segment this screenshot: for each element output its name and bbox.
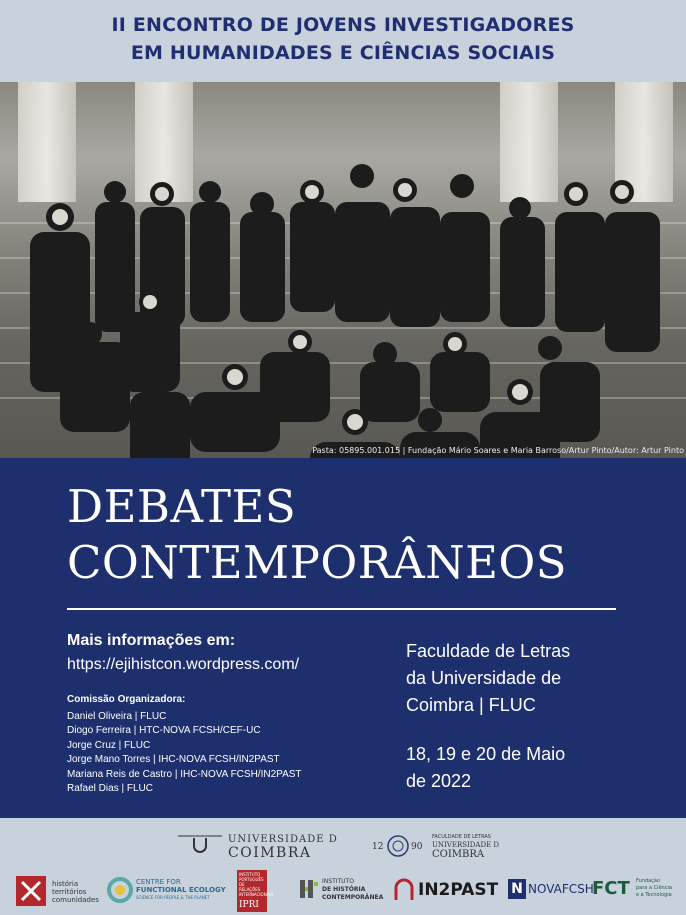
group-photo	[0, 82, 686, 458]
committee-member: Jorge Mano Torres | IHC-NOVA FCSH/IN2PAST	[67, 754, 280, 766]
fl-line3: COIMBRA	[432, 849, 485, 860]
fl-years-right: 90	[411, 842, 423, 852]
fct-sub-line: e a Tecnologia	[636, 892, 672, 898]
uc-emblem-icon	[178, 832, 222, 858]
ihc-logo-icon	[298, 878, 320, 900]
ipri-line: RELAÇÕES	[239, 887, 261, 892]
committee-member: Mariana Reis de Castro | IHC-NOVA FCSH/IN2PAST	[67, 768, 302, 780]
htc-text	[52, 880, 99, 904]
fl-line2: UNIVERSIDADE D	[432, 841, 500, 849]
venue-line: da Universidade de	[406, 668, 562, 688]
fct-text: FCT	[592, 878, 630, 899]
committee-heading: Comissão Organizadora:	[67, 694, 186, 705]
cfe-line: FUNCTIONAL ECOLOGY	[136, 886, 226, 894]
ipri-line: INTERNACIONAIS	[239, 892, 274, 897]
uc-line2: COIMBRA	[228, 845, 312, 861]
venue-line: Faculdade de Letras	[406, 641, 571, 661]
venue-line: Coimbra | FLUC	[406, 695, 536, 715]
fl-line1: FACULDADE DE LETRAS	[432, 834, 491, 840]
fct-sub	[636, 878, 672, 899]
cfe-line: SCIENCE FOR PEOPLE & THE PLANET	[136, 895, 210, 900]
ihc-line: INSTITUTO	[322, 878, 354, 885]
sponsor-logos	[0, 818, 686, 915]
ihc-line: CONTEMPORÂNEA	[322, 894, 384, 901]
nova-text: NOVAFCSH	[528, 882, 594, 896]
ipri-logo	[237, 870, 274, 912]
cfe-line: CENTRE FOR	[136, 878, 181, 886]
main-panel	[0, 458, 686, 818]
fct-sub-line: Fundação	[636, 878, 661, 884]
ipri-line: INSTITUTO	[239, 872, 261, 877]
ihc-line: DE HISTÓRIA	[322, 886, 366, 893]
fl-seal-icon	[386, 834, 410, 858]
info-link[interactable]: https://ejihistcon.wordpress.com/	[67, 656, 300, 673]
event-title-line2: EM HUMANIDADES E CIÊNCIAS SOCIAIS	[130, 42, 556, 64]
committee-member: Jorge Cruz | FLUC	[67, 739, 151, 751]
fct-sub-line: para a Ciência	[636, 885, 672, 891]
venue	[406, 638, 646, 719]
main-title-line2: CONTEMPORÂNEOS	[67, 536, 568, 589]
committee-member: Rafael Dias | FLUC	[67, 783, 153, 795]
header-band	[0, 0, 686, 82]
htc-line: comunidades	[52, 896, 99, 904]
cfe-logo-icon	[106, 876, 134, 904]
in2past-logo-icon	[394, 878, 414, 900]
htc-logo-icon	[16, 876, 46, 906]
uc-logo	[178, 832, 222, 862]
cfe-text	[136, 878, 226, 902]
ihc-text	[322, 878, 383, 902]
photo-crowd	[0, 162, 686, 458]
dates-line: 18, 19 e 20 de Maio	[406, 744, 566, 764]
in2past-text: IN2PAST	[418, 880, 499, 900]
committee-member: Diogo Ferreira | HTC-NOVA FCSH/CEF-UC	[67, 725, 261, 737]
event-title-line1: II ENCONTRO DE JOVENS INVESTIGADORES	[111, 14, 575, 36]
photo-caption: Pasta: 05895.001.015 | Fundação Mário Soares e Maria Barroso/Artur Pinto/Autor: Artur Pinto	[312, 446, 684, 455]
committee-list	[67, 710, 302, 796]
committee-member: Daniel Oliveira | FLUC	[67, 711, 167, 722]
htc-line: história	[52, 880, 79, 888]
fl-years-left: 12	[372, 842, 384, 852]
main-title-line1: DEBATES	[67, 480, 297, 533]
ipri-name: IPRI	[239, 900, 259, 910]
title-divider	[67, 608, 616, 610]
info-heading: Mais informações em:	[67, 632, 236, 649]
nova-n-icon: N	[508, 879, 526, 899]
ipri-line: PORTUGUÊS DE	[239, 877, 264, 887]
uc-line1: UNIVERSIDADE D	[228, 834, 338, 845]
event-dates	[406, 741, 646, 795]
htc-line: territórios	[52, 888, 87, 896]
dates-line: de 2022	[406, 771, 472, 791]
